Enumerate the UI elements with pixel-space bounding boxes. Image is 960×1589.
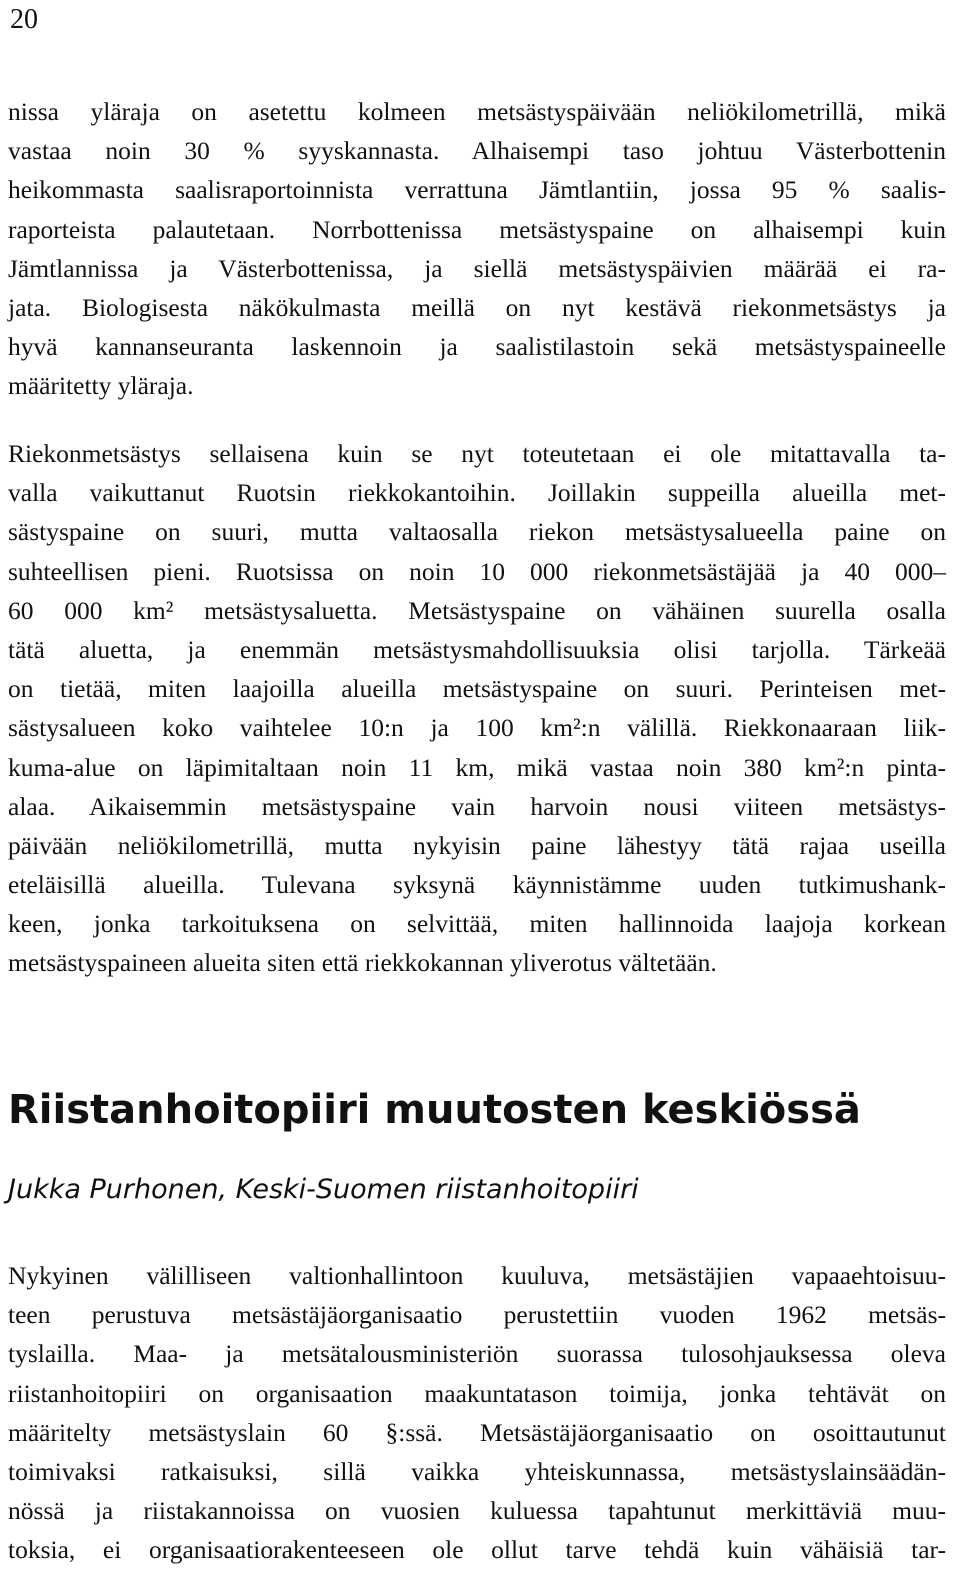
text-line: määritetty yläraja. <box>8 371 194 401</box>
text-line: riistanhoitopiiri on organisaation maakuntatason toimija, jonka tehtävät on <box>8 1378 946 1408</box>
text-line: nössä ja riistakannoissa on vuosien kuluessa tapahtunut merkittäviä muu- <box>8 1496 946 1526</box>
page-number: 20 <box>10 4 38 35</box>
text-line: määritelty metsästyslain 60 §:ssä. Metsästäjäorganisaatio on osoittautunut <box>8 1417 946 1447</box>
text-line: eteläisillä alueilla. Tulevana syksynä käynnistämme uuden tutkimushank- <box>8 870 946 900</box>
text-line: tyslailla. Maa- ja metsätalousministeriön suorassa tulosohjauksessa oleva <box>8 1339 946 1369</box>
text-line: nissa yläraja on asetettu kolmeen metsästyspäivään neliökilometrillä, mikä <box>8 97 946 126</box>
text-line: vastaa noin 30 % syyskannasta. Alhaisempi taso johtuu Västerbottenin <box>8 136 946 166</box>
section-heading: Riistanhoitopiiri muutosten keskiössä <box>8 1087 861 1133</box>
text-line: alaa. Aikaisemmin metsästyspaine vain harvoin nousi viiteen metsästys- <box>8 791 946 821</box>
text-line: Jämtlannissa ja Västerbottenissa, ja siellä metsästyspäivien määrää ei ra- <box>8 253 946 283</box>
text-line: keen, jonka tarkoituksena on selvittää, miten hallinnoida laajoja korkean <box>8 909 946 939</box>
text-line: toksia, ei organisaatiorakenteeseen ole ollut tarve tehdä kuin vähäisiä tar- <box>8 1535 946 1565</box>
paragraph-hunting-pressure <box>8 434 946 983</box>
text-line: hyvä kannanseuranta laskennoin ja saalistilastoin sekä metsästyspaineelle <box>8 332 946 362</box>
text-line: heikommasta saalisraportoinnista verrattuna Jämtlantiin, jossa 95 % saalis- <box>8 175 946 205</box>
paragraph-reindeer-quota <box>8 92 946 406</box>
text-line: 60 000 km² metsästysaluetta. Metsästyspaine on vähäinen suurella osalla <box>8 595 946 625</box>
text-line: kuma-alue on läpimitaltaan noin 11 km, mikä vastaa noin 380 km²:n pinta- <box>8 752 946 782</box>
text-line: suhteellisen pieni. Ruotsissa on noin 10 000 riekonmetsästäjää ja 40 000– <box>8 556 946 586</box>
text-line: metsästyspaineen alueita siten että riekkokannan yliverotus vältetään. <box>8 948 717 978</box>
text-line: Riekonmetsästys sellaisena kuin se nyt toteutetaan ei ole mitattavalla ta- <box>8 439 946 468</box>
paragraph-organisation <box>8 1256 946 1570</box>
text-line: toimivaksi ratkaisuksi, sillä vaikka yhteiskunnassa, metsästyslainsäädän- <box>8 1456 946 1486</box>
text-line: raporteista palautetaan. Norrbottenissa metsästyspaine on alhaisempi kuin <box>8 214 946 244</box>
text-line: tätä aluetta, ja enemmän metsästysmahdollisuuksia olisi tarjolla. Tärkeää <box>8 634 946 664</box>
text-line: sästysalueen koko vaihtelee 10:n ja 100 km²:n välillä. Riekkonaaraan liik- <box>8 713 946 743</box>
text-line: jata. Biologisesta näkökulmasta meillä on nyt kestävä riekonmetsästys ja <box>8 292 946 322</box>
text-line: Nykyinen välilliseen valtionhallintoon kuuluva, metsästäjien vapaaehtoisuu- <box>8 1261 946 1290</box>
text-line: teen perustuva metsästäjäorganisaatio perustettiin vuoden 1962 metsäs- <box>8 1300 946 1330</box>
text-line: päivään neliökilometrillä, mutta nykyisin paine lähestyy tätä rajaa useilla <box>8 830 946 860</box>
text-line: on tietää, miten laajoilla alueilla metsästyspaine on suuri. Perinteisen met- <box>8 674 946 704</box>
author-byline: Jukka Purhonen, Keski-Suomen riistanhoitopiiri <box>8 1174 639 1205</box>
text-line: valla vaikuttanut Ruotsin riekkokantoihin. Joillakin suppeilla alueilla met- <box>8 478 946 508</box>
text-line: sästyspaine on suuri, mutta valtaosalla riekon metsästysalueella paine on <box>8 517 946 547</box>
